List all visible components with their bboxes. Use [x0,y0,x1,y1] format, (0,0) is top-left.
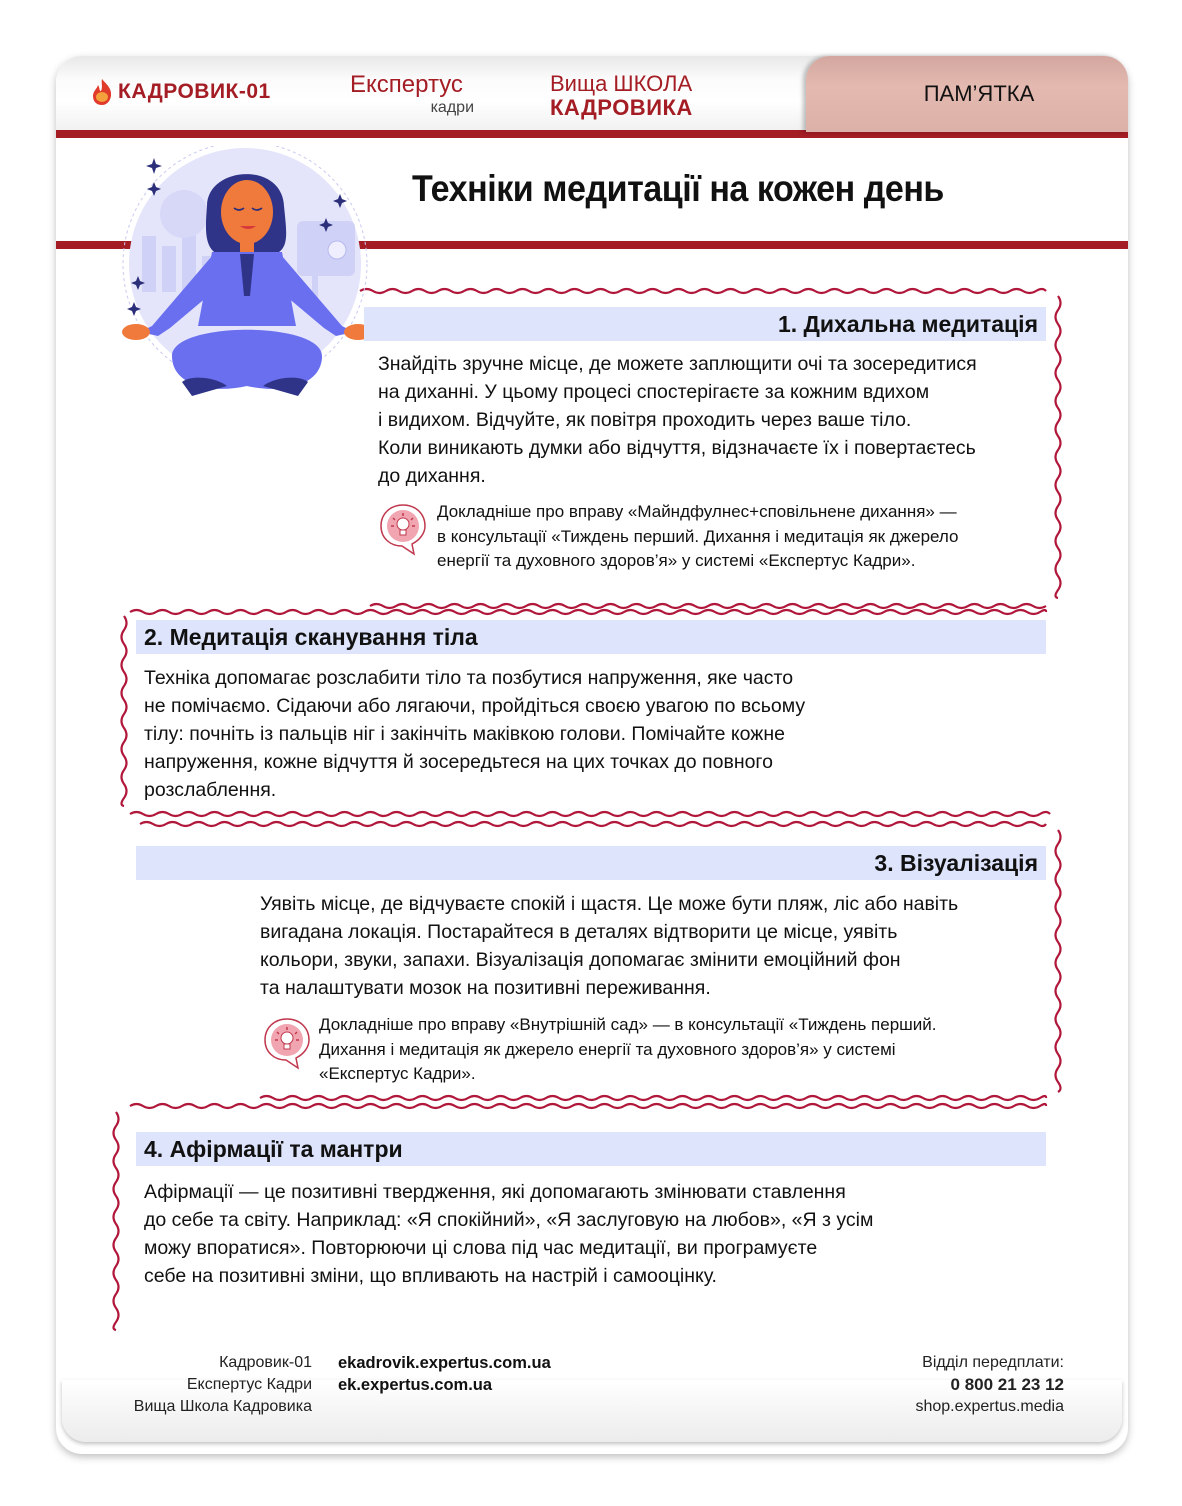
logo-school-title: Вища ШКОЛА [550,71,693,96]
text-line: Афірмації — це позитивні твердження, які допомагають змінювати ставлення [144,1181,846,1203]
tab-pamyatka-label: ПАМ’ЯТКА [923,81,1035,106]
meditation-illustration [112,146,378,406]
lightbulb-tip-icon [262,1016,312,1070]
logo-school-sub: КАДРОВИКА [550,95,693,120]
section-4-body [144,1178,873,1290]
text-line: та налаштувати мозок на позитивні переживання. [260,977,711,999]
section-2-heading [136,620,1046,654]
note-line: Докладніше про вправу «Внутрішній сад» — в консультації «Тиждень перший. [319,1015,937,1034]
section-2-heading-text: 2. Медитація сканування тіла [144,624,478,650]
section-3-heading-text: 3. Візуалізація [874,850,1038,876]
logo-kadrovik-text: КАДРОВИК-01 [118,80,271,103]
footer-brand: Кадровик-01 [219,1354,312,1371]
note-line: енергії та духовного здоров’я» у системі «Експертус Кадри». [437,551,916,570]
text-line: не помічаємо. Сідаючи або лягаючи, пройдіться своєю увагою по всьому [144,695,806,717]
footer-site-link[interactable]: ekadrovik.expertus.com.ua [338,1354,551,1372]
illus-clock [328,241,346,259]
text-line: Знайдіть зручне місце, де можете заплющити очі та зосередитися [378,353,977,375]
tab-pamyatka [806,56,1128,132]
text-line: Коли виникають думки або відчуття, відзначаєте їх і повертаєтесь [378,437,976,459]
text-line: кольори, звуки, запахи. Візуалізація допомагає змінити емоційний фон [260,949,901,971]
footer-brand: Вища Школа Кадровика [133,1398,312,1415]
section-1-heading [364,307,1046,341]
note-line: Дихання і медитація як джерело енергії та духовного здоров’я» у системі [319,1039,896,1059]
text-line: можу впоратися». Повторюючи ці слова під час медитації, ви програмуєте [144,1237,818,1259]
footer-brand: Експертус Кадри [186,1376,312,1393]
note-line: в консультації «Тиждень перший. Дихання і медитація як джерело [437,526,959,546]
logo-school[interactable] [550,72,693,120]
section-4-heading [136,1132,1046,1166]
page-title: Техніки медитації на кожен день [412,168,944,209]
footer-subscription [915,1352,1064,1418]
subscription-phone[interactable]: 0 800 21 23 12 [950,1375,1064,1394]
logo-expertus-sub: кадри [430,99,474,116]
footer-brands [90,1352,312,1418]
section-2-body [144,664,805,804]
illus-face [221,180,273,244]
logo-expertus-title: Експертус [350,71,463,98]
text-line: на диханні. У цьому процесі спостерігаєте за кожним вдихом [378,381,930,403]
text-line: Уявіть місце, де відчуваєте спокій і щастя. Це може бути пляж, ліс або навіть [260,893,959,915]
text-line: розслаблення. [144,779,277,801]
text-line: до дихання. [378,465,486,487]
text-line: напруження, кожне відчуття й зосередьтеся на цих точках до повного [144,751,773,773]
flame-icon [90,78,114,106]
section-4-heading-text: 4. Афірмації та мантри [144,1136,403,1162]
footer-site-link[interactable]: ek.expertus.com.ua [338,1376,493,1394]
section-3-heading [136,846,1046,880]
subscription-label: Відділ передплати: [922,1354,1064,1371]
note-line: Докладніше про вправу «Майндфулнес+сповільнене дихання» — [437,502,957,521]
text-line: Техніка допомагає розслабити тіло та позбутися напруження, яке часто [144,667,794,689]
text-line: вигадана локація. Постарайтеся в деталях відтворити це місце, уявіть [260,921,898,943]
section-3-body [260,890,958,1002]
text-line: до себе та світу. Наприклад: «Я спокійний», «Я заслуговую на любов», «Я з усім [144,1209,874,1231]
logo-kadrovik[interactable] [90,78,271,106]
footer-sites [338,1352,551,1396]
section-1-body [378,350,977,490]
text-line: тілу: почніть із пальців ніг і закінчіть маківкою голови. Помічайте кожне [144,723,785,745]
text-line: і видихом. Відчуйте, як повітря проходить через ваше тіло. [378,409,912,431]
shop-link[interactable]: shop.expertus.media [915,1398,1064,1415]
section-1-heading-text: 1. Дихальна медитація [777,311,1038,337]
note-line: «Експертус Кадри». [319,1064,476,1083]
text-line: себе на позитивні зміни, що впливають на настрій і самооцінку. [144,1265,717,1287]
section-1-note [437,500,958,574]
lightbulb-tip-icon [378,502,428,556]
section-3-note [319,1013,937,1087]
logo-expertus[interactable] [350,72,474,118]
